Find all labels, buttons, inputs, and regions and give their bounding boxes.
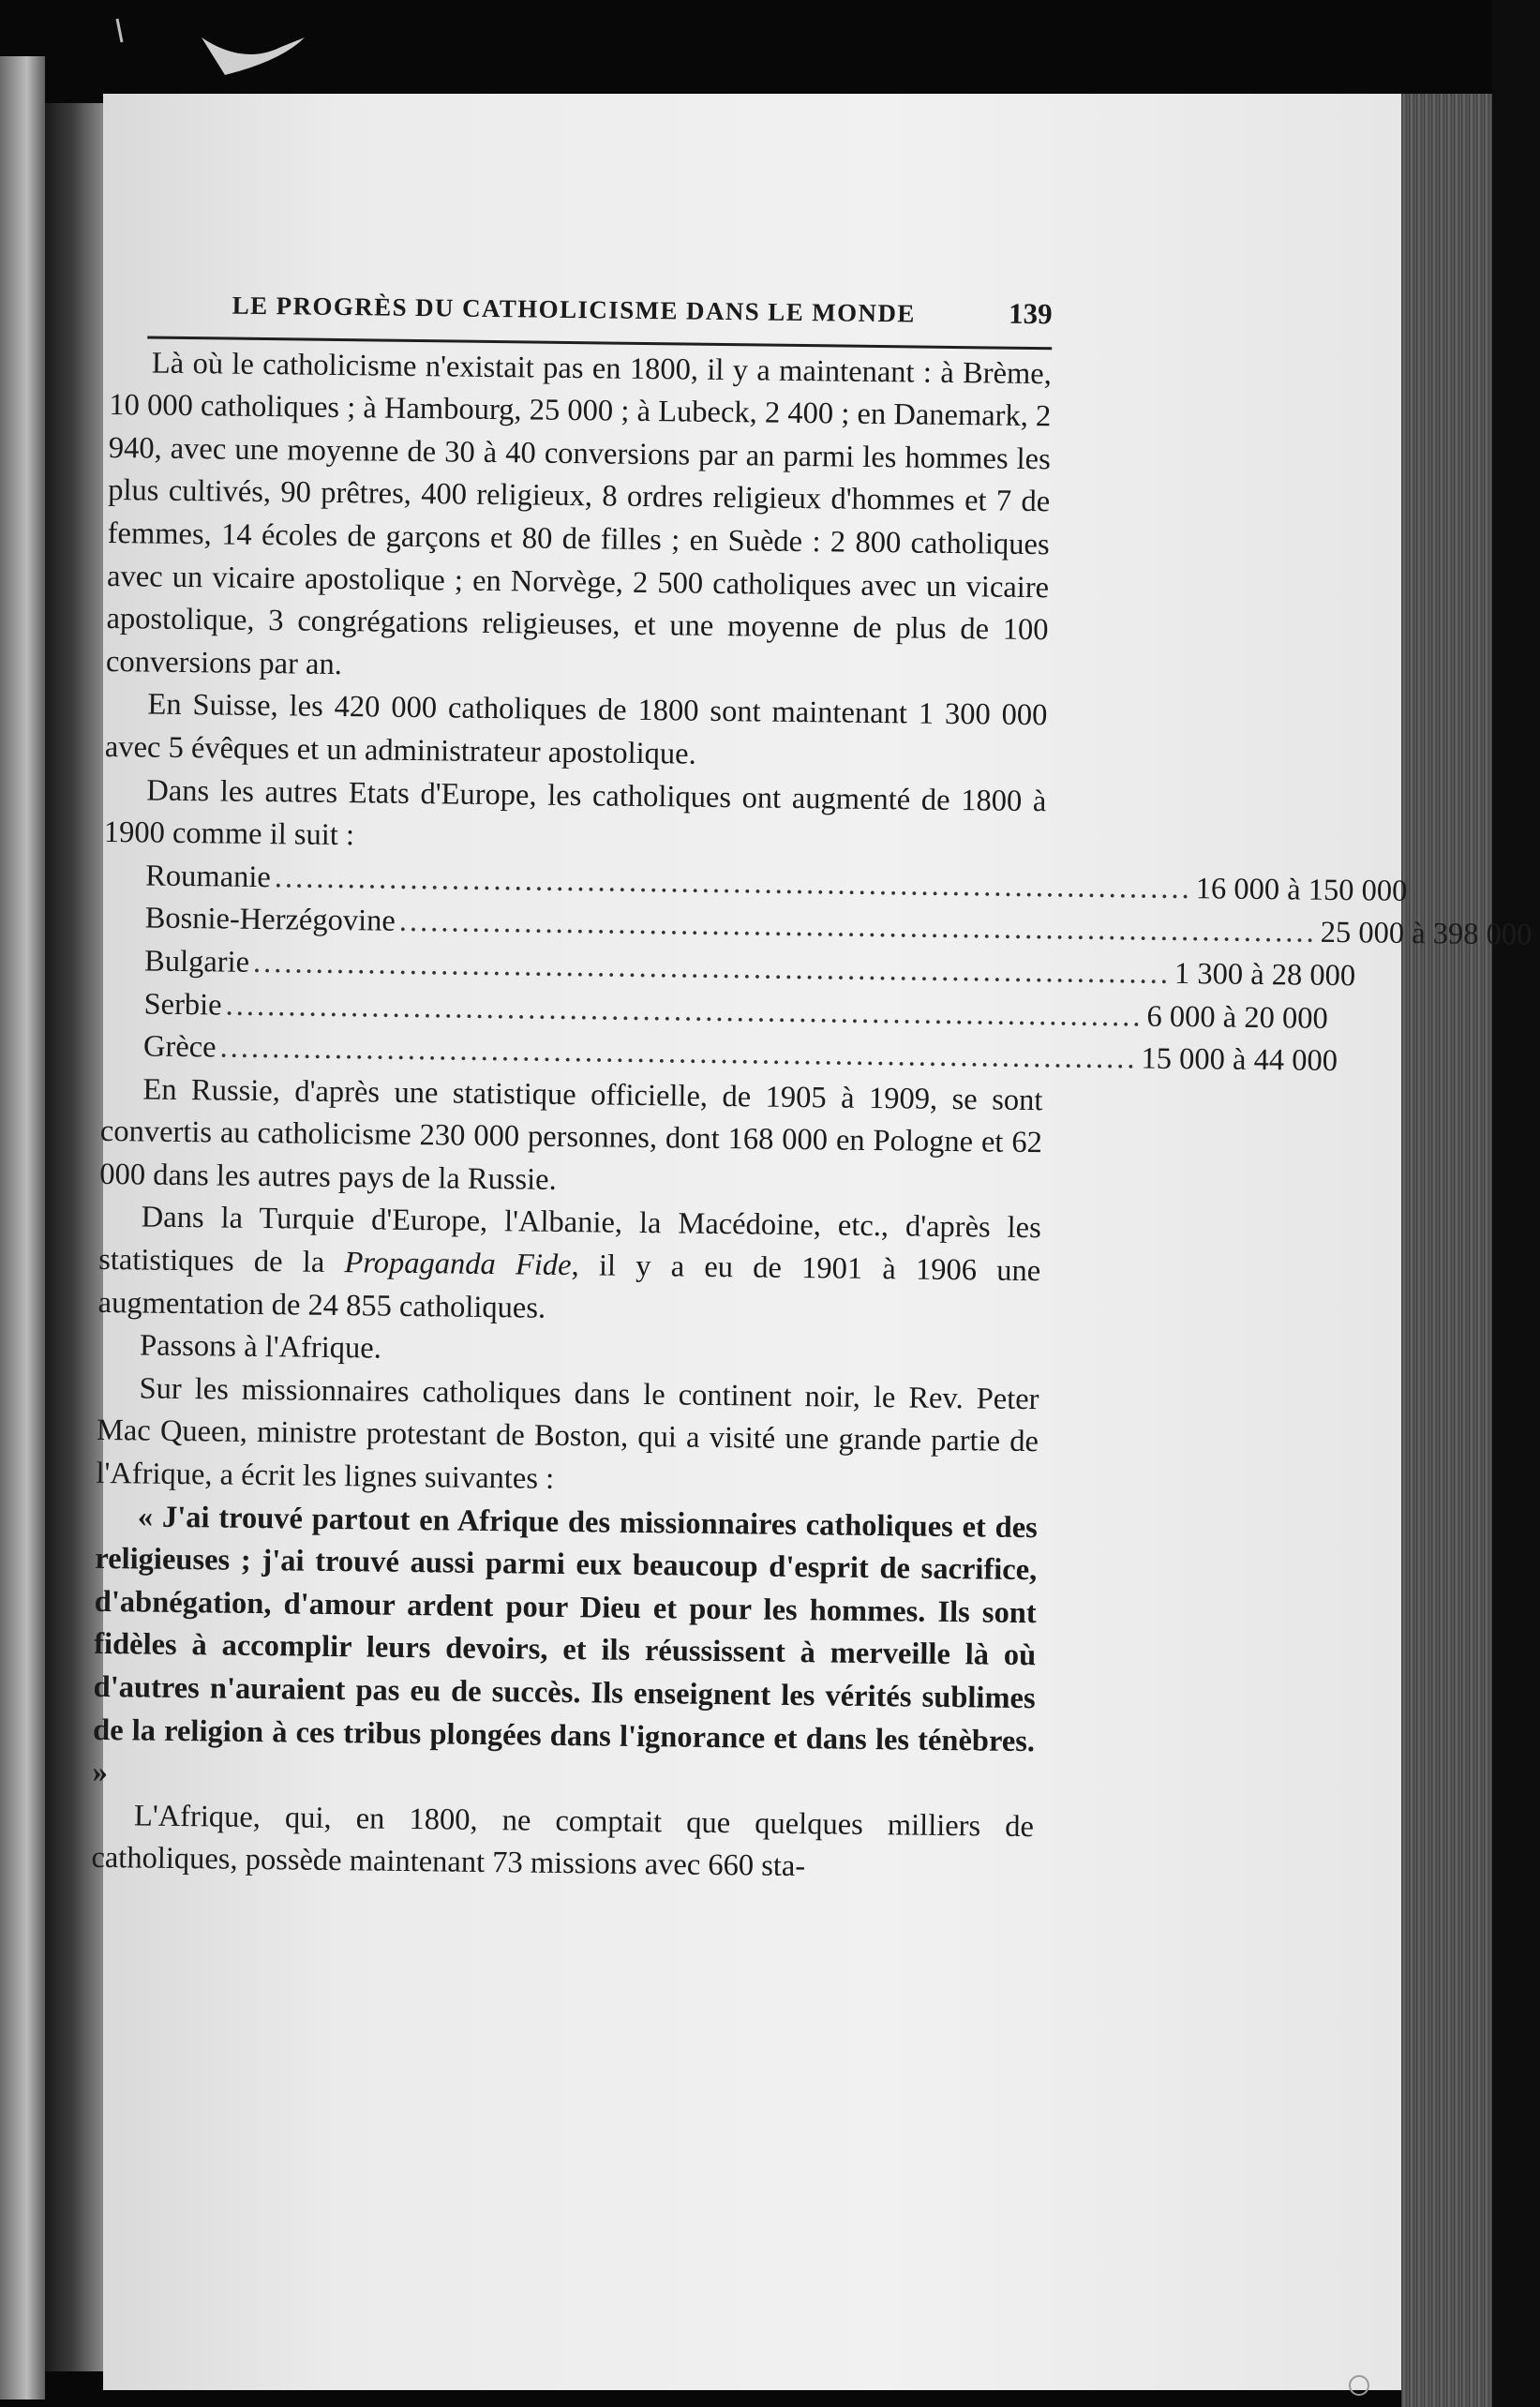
paragraph-africa-stats: L'Afrique, qui, en 1800, ne comptait que quelques milliers de catholiques, possède maintenant 73 missions avec 660 sta- [91,1799,1035,1884]
stat-range: 16 000 à 150 000 [1195,871,1408,908]
paragraph-switzerland: En Suisse, les 420 000 catholiques de 1800 sont maintenant 1 300 000 avec 5 évêques et un administrateur apostolique. [104,687,1048,771]
running-title: LE PROGRÈS DU CATHOLICISME DANS LE MONDE [232,291,916,328]
leader-dots: ........................................................................................ [225,988,1144,1034]
stat-country: Bosnie-Herzégovine [144,901,396,939]
stat-country: Bulgarie [143,944,250,979]
stat-range: 15 000 à 44 000 [1141,1041,1338,1079]
page-number: 139 [1008,296,1053,331]
film-mark [202,37,305,75]
leader-dots: ........................................................................................ [274,860,1192,905]
leader-dots: ........................................................................................ [252,945,1172,991]
film-mark-2 [117,19,122,42]
stat-range: 25 000 à 398 000 [1320,916,1533,952]
paragraph-africa-intro: Passons à l'Afrique. [139,1328,382,1366]
stat-country: Grèce [142,1029,217,1065]
body-text [91,342,1533,1892]
stat-range: 6 000 à 20 000 [1146,999,1328,1036]
paragraph-turkey-end: , il y a eu de 1901 à 1906 une augmentation de 24 855 catholiques. [97,1248,1041,1325]
stat-country: Roumanie [145,859,272,894]
page-content [91,281,1533,1891]
paragraph-russia: En Russie, d'après une statistique officielle, de 1905 à 1909, se sont convertis au catholicisme 230 000 personnes, dont 168 000 en Pologne et 62 000 dans les autres pays de la Russie. [99,1072,1043,1197]
stat-range: 1 300 à 28 000 [1174,956,1356,994]
stat-country: Serbie [143,986,222,1023]
paragraph-scandinavia: Là où le catholicisme n'existait pas en 1800, il y a maintenant : à Brème, 10 000 catholiques ; à Hambourg, 25 000 ; à Lubeck, 2 400 ; en Danemark, 2 940, avec une moyenne de 30 à 40 conversions par an parmi les hommes les plus cultivés, 90 prêtres, 400 religieux, 8 ordres religieux d'hommes et 7 de femmes, 14 écoles de garçons et 80 de filles ; en Suède : 2 800 catholiques avec un vicaire apostolique ; en Norvège, 2 500 catholiques avec un vicaire apostolique, 3 congrégations religieuses, et une moyenne de plus de 100 conversions par an. [105,346,1053,681]
film-mark-3 [1350,2376,1368,2395]
statistics-table [101,855,1533,1080]
quotation: « J'ai trouvé partout en Afrique des missionnaires catholiques et des religieuses ; j'ai trouvé aussi parmi eux beaucoup d'esprit de sacrifice, d'abnégation, d'amour ardent pour Dieu et pour les hommes. Ils sont fidèles à accomplir leurs devoirs, et ils réussissent à merveille là où d'autres n'auraient pas eu de succès. Ils enseignent les vérités sublimes de la religion à ces tribus plongées dans l'ignorance et dans les ténèbres. » [92,1500,1039,1790]
leader-dots: ........................................................................................ [398,904,1317,950]
paragraph-other-states: Dans les autres Etats d'Europe, les catholiques ont augmenté de 1800 à 1900 comme il suit : [103,773,1047,853]
paragraph-turkey-start: Dans la Turquie d'Europe, l'Albanie, la Macédoine, etc., d'après les statistiques de la [98,1200,1041,1279]
paragraph-missionaries: Sur les missionnaires catholiques dans le continent noir, le Rev. Peter Mac Queen, ministre protestant de Boston, qui a visité une grande partie de l'Afrique, a écrit les lignes suivantes : [96,1371,1039,1496]
leader-dots: ........................................................................................ [219,1030,1138,1076]
paragraph-turkey [97,1196,1041,1336]
propaganda-fide-title: Propaganda Fide [344,1246,572,1283]
